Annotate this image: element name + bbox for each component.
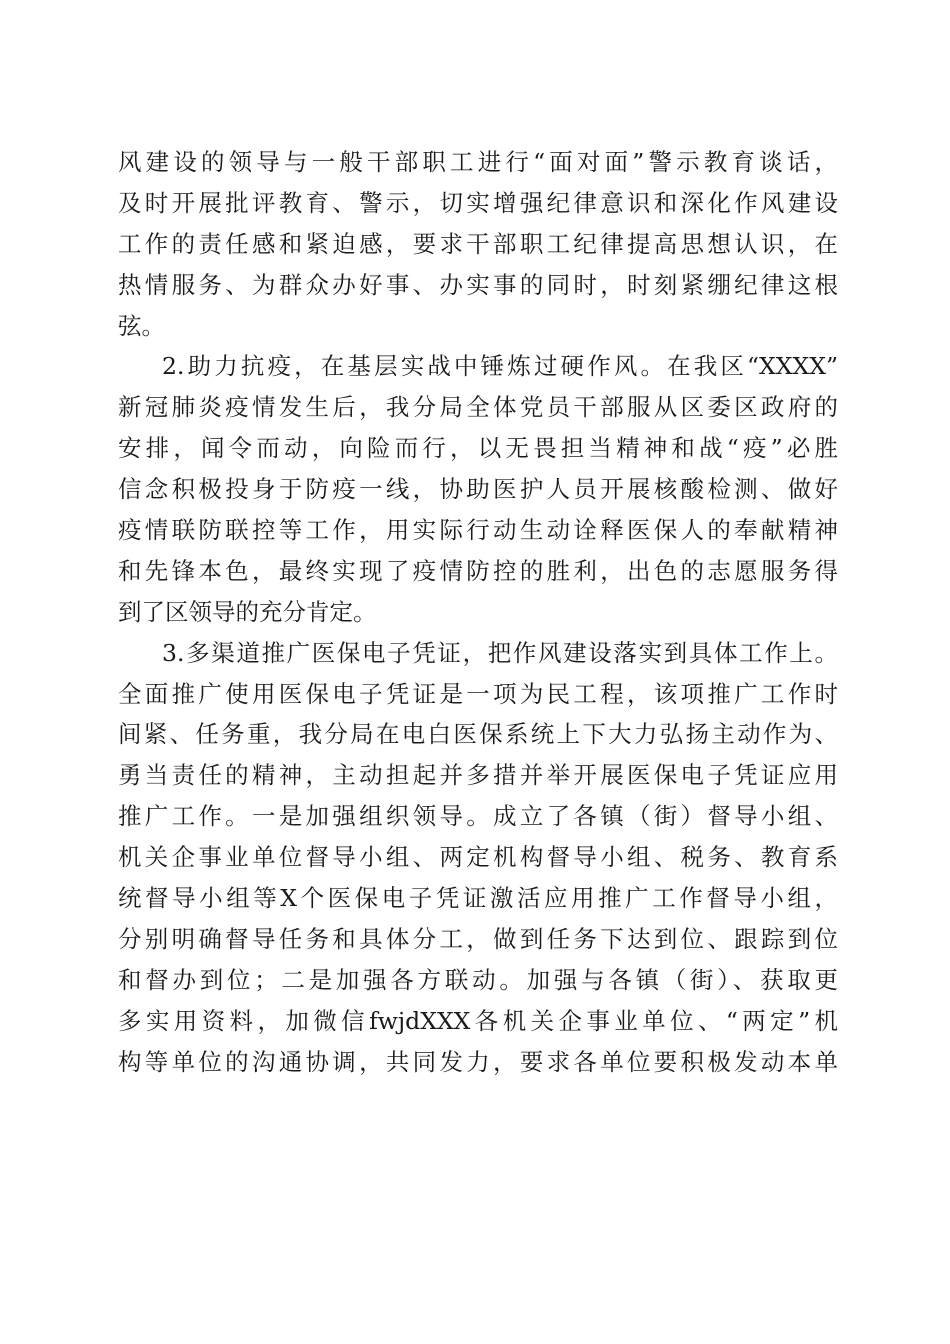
text-line: 风建设的领导与一般干部职工进行“面对面”警示教育谈话， xyxy=(118,148,838,176)
text-line: 新冠肺炎疫情发生后，我分局全体党员干部服从区委区政府的 xyxy=(118,393,838,422)
text-line: 和先锋本色，最终实现了疫情防控的胜利，出色的志愿服务得 xyxy=(118,556,838,585)
text-line: 工作的责任感和紧迫感，要求干部职工纪律提高思想认识，在 xyxy=(118,229,838,258)
text-line: 弦。 xyxy=(118,311,165,340)
paragraph-2 xyxy=(118,346,838,632)
text-line: 及时开展批评教育、警示，切实增强纪律意识和深化作风建设 xyxy=(118,188,838,217)
text-line: 推广工作。一是加强组织领导。成立了各镇（街）督导小组、 xyxy=(118,802,838,831)
text-line: 构等单位的沟通协调，共同发力，要求各单位要积极发动本单 xyxy=(118,1047,838,1076)
text-line: 机关企事业单位督导小组、两定机构督导小组、税务、教育系 xyxy=(118,843,838,872)
text-line: 安排，闻令而动，向险而行，以无畏担当精神和战“疫”必胜 xyxy=(118,434,838,463)
text-line: 热情服务、为群众办好事、办实事的同时，时刻紧绷纪律这根 xyxy=(118,270,838,299)
text-line: 和督办到位；二是加强各方联动。加强与各镇（街）、获取更 xyxy=(118,965,838,994)
paragraph-heading-line: 2.助力抗疫，在基层实战中锤炼过硬作风。在我区“XXXX” xyxy=(162,352,838,381)
paragraph-heading-line: 3.多渠道推广医保电子凭证，把作风建设落实到具体工作上。 xyxy=(162,638,838,667)
text-line: 全面推广使用医保电子凭证是一项为民工程，该项推广工作时 xyxy=(118,679,838,708)
document-body xyxy=(118,142,838,1082)
text-line: 多实用资料，加微信fwjdXXX各机关企事业单位、“两定”机 xyxy=(118,1006,838,1035)
text-line: 到了区领导的充分肯定。 xyxy=(118,597,377,626)
paragraph-3 xyxy=(118,633,838,1083)
text-line: 间紧、任务重，我分局在电白医保系统上下大力弘扬主动作为、 xyxy=(118,720,838,749)
text-line: 统督导小组等X个医保电子凭证激活应用推广工作督导小组， xyxy=(118,884,838,913)
text-line: 勇当责任的精神，主动担起并多措并举开展医保电子凭证应用 xyxy=(118,761,838,790)
text-line: 信念积极投身于防疫一线，协助医护人员开展核酸检测、做好 xyxy=(118,475,838,504)
text-line: 疫情联防联控等工作，用实际行动生动诠释医保人的奉献精神 xyxy=(118,516,838,545)
paragraph-1 xyxy=(118,142,838,346)
text-line: 分别明确督导任务和具体分工，做到任务下达到位、跟踪到位 xyxy=(118,924,838,953)
